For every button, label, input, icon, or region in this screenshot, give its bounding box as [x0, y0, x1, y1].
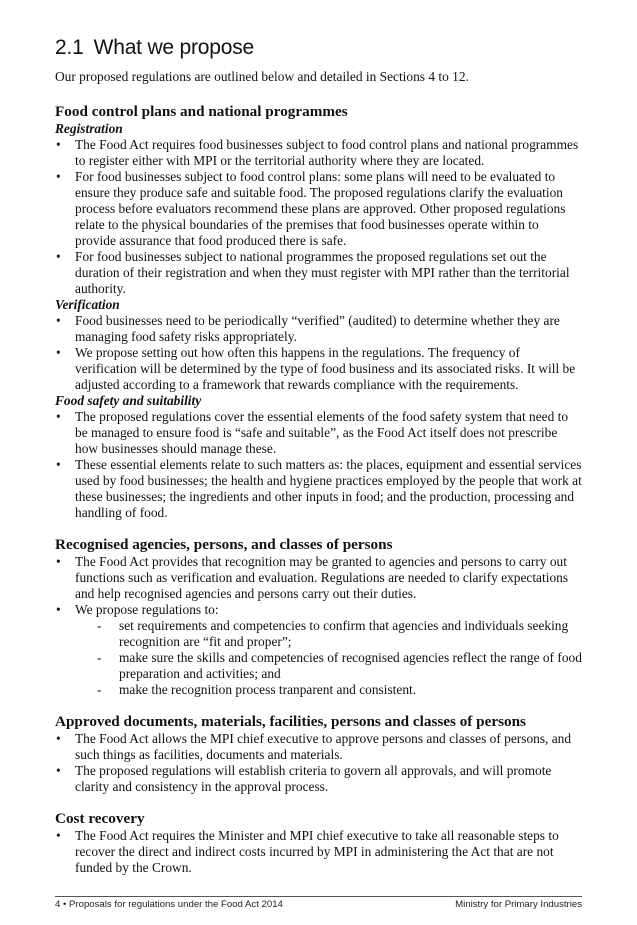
list-item: • We propose regulations to: [55, 602, 582, 618]
food-control-heading: Food control plans and national programmes [55, 103, 348, 120]
verification-list [55, 313, 582, 393]
footer-right-text: Ministry for Primary Industries [455, 899, 582, 910]
list-item: • The Food Act requires food businesses subject to food control plans and national programmes to register either with MPI or the territorial authority where they are located. [55, 137, 582, 169]
footer-rule [55, 896, 582, 897]
registration-subheading: Registration [55, 121, 123, 136]
registration-list [55, 137, 582, 297]
list-item: • The proposed regulations will establish criteria to govern all approvals, and will promote clarity and consistency in the approval process. [55, 763, 582, 795]
list-item: • For food businesses subject to food control plans: some plans will need to be evaluated to ensure they produce safe and suitable food. The proposed regulations clarify the evaluation process before evaluators recommend these plans are approved. Other proposed regulations relate to the physical boundaries of the premises that food businesses operate within to provide assurance that food produced there is safe. [55, 169, 582, 249]
section-heading [55, 36, 582, 60]
verification-subheading: Verification [55, 297, 120, 312]
food-safety-subheading: Food safety and suitability [55, 393, 202, 408]
food-safety-list [55, 409, 582, 521]
intro-paragraph: Our proposed regulations are outlined below and detailed in Sections 4 to 12. [55, 69, 469, 84]
list-item: • We propose setting out how often this happens in the regulations. The frequency of verification will be determined by the type of food business and its associated risks. It will be adjusted according to a framework that rewards compliance with the requirements. [55, 345, 582, 393]
list-item: • The Food Act allows the MPI chief executive to approve persons and classes of persons, and such things as facilities, documents and materials. [55, 731, 582, 763]
agencies-sub-list [55, 618, 582, 698]
list-item: • The proposed regulations cover the essential elements of the food safety system that need to be managed to ensure food is “safe and suitable”, as the Food Act itself does not prescribe how businesses should manage these. [55, 409, 582, 457]
list-item: • The Food Act provides that recognition may be granted to agencies and persons to carry out functions such as verification and evaluation. Regulations are needed to clarify expectations and help recognised agencies and persons carry out their duties. [55, 554, 582, 602]
agencies-list [55, 554, 582, 618]
agencies-heading: Recognised agencies, persons, and classes of persons [55, 536, 393, 553]
sub-list-item: - make sure the skills and competencies of recognised agencies reflect the range of food preparation and activities; and [97, 650, 582, 682]
section-spacer [55, 795, 582, 810]
footer-left-text: 4 • Proposals for regulations under the Food Act 2014 [55, 899, 283, 910]
list-item: • The Food Act requires the Minister and MPI chief executive to take all reasonable steps to recover the direct and indirect costs incurred by MPI in administering the Act that are not funded by the Crown. [55, 828, 582, 876]
list-item: • These essential elements relate to such matters as: the places, equipment and essential services used by food businesses; the health and hygiene practices employed by the people that work at these businesses; the ingredients and other inputs in food; and the production, processing and handling of food. [55, 457, 582, 521]
list-item: • For food businesses subject to national programmes the proposed regulations set out the duration of their registration and when they must register with MPI rather than the territorial authority. [55, 249, 582, 297]
list-item: • Food businesses need to be periodically “verified” (audited) to determine whether they are managing food safety risks appropriately. [55, 313, 582, 345]
section-number: 2.1 [55, 36, 84, 59]
section-title: What we propose [93, 36, 255, 59]
approved-heading: Approved documents, materials, facilities, persons and classes of persons [55, 713, 526, 730]
section-spacer [55, 698, 582, 713]
cost-recovery-heading: Cost recovery [55, 810, 145, 827]
section-spacer [55, 521, 582, 536]
cost-recovery-list [55, 828, 582, 876]
sub-list-item: - set requirements and competencies to confirm that agencies and individuals seeking recognition are “fit and proper”; [97, 618, 582, 650]
approved-list [55, 731, 582, 795]
page-footer [55, 899, 582, 910]
sub-list-item: - make the recognition process tranparent and consistent. [97, 682, 582, 698]
